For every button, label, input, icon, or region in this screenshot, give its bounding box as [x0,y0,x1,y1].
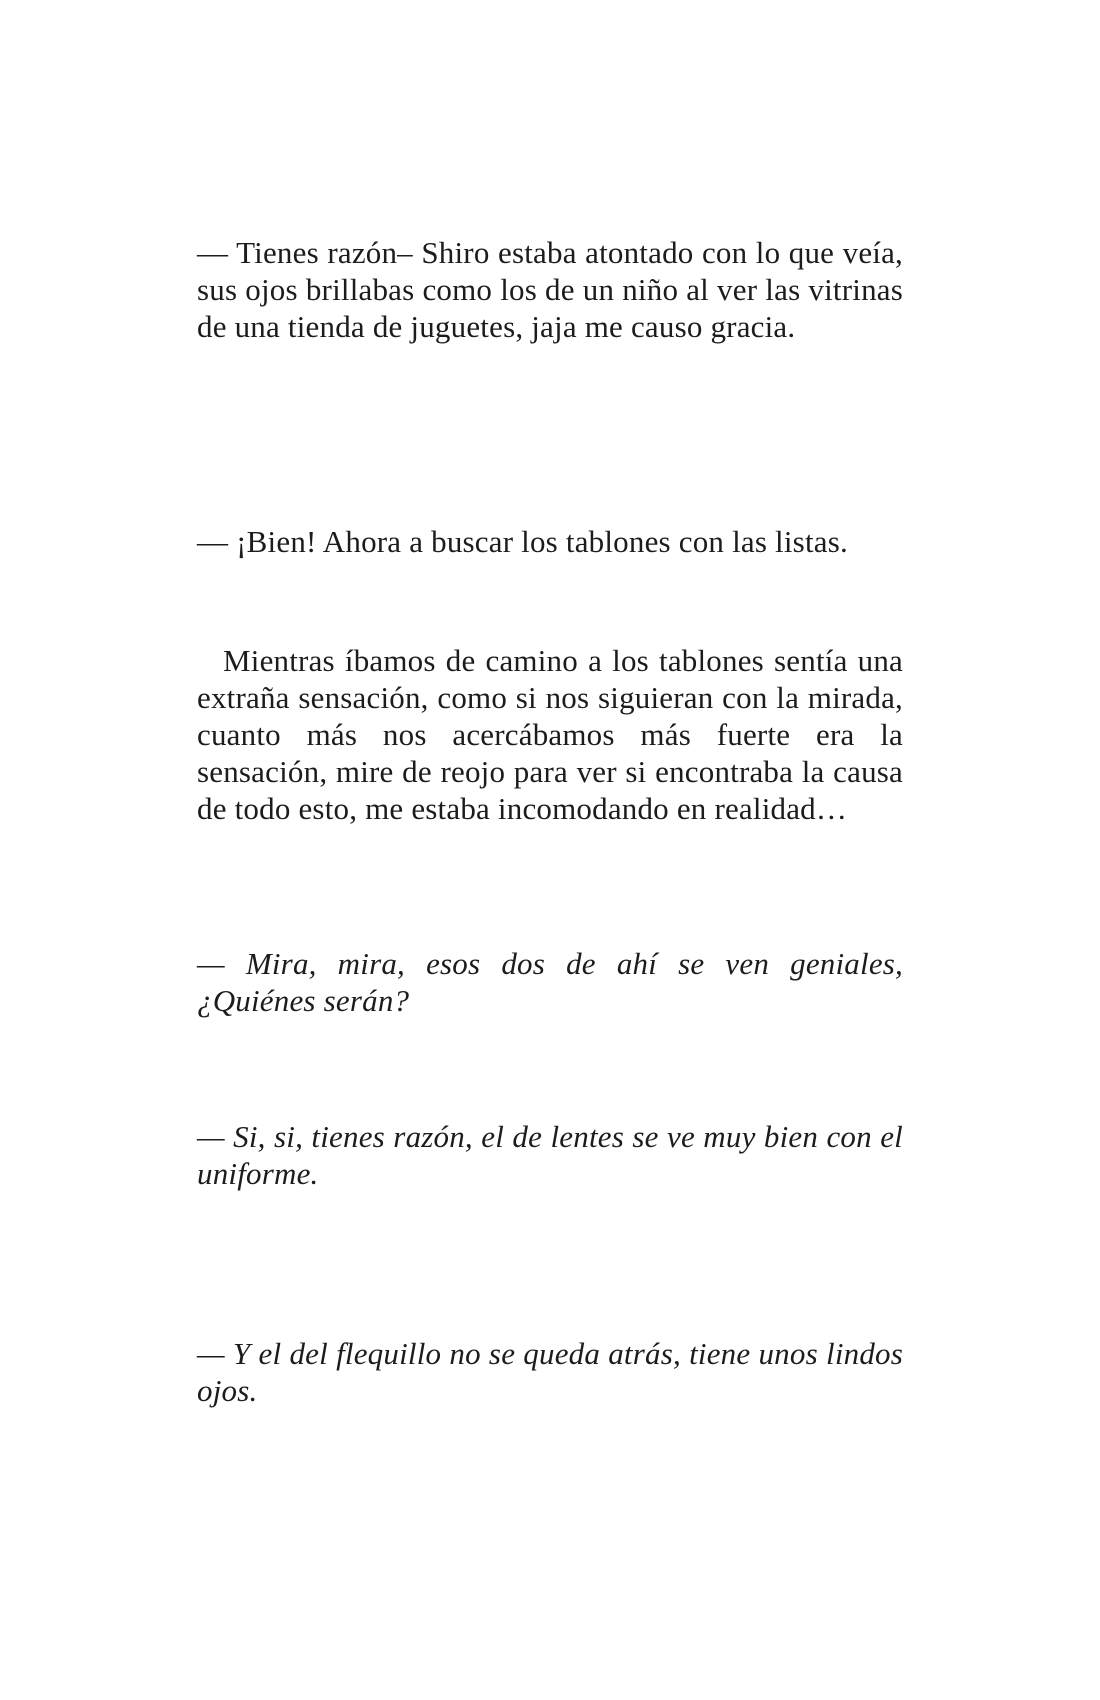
paragraph-dialogue-lentes: — Si, si, tienes razón, el de lentes se ve muy bien con el uniforme. [197,1119,903,1191]
paragraph-narration: Mientras íbamos de camino a los tablones sentía una extraña sensación, como si nos siguieran con la mirada, cuanto más nos acercábamos más fuerte era la sensación, mire de reojo para ver si encontraba la causa de todo esto, me estaba incomodando en realidad… [197,643,903,826]
paragraph-dialogue-bien: — ¡Bien! Ahora a buscar los tablones con las listas. [197,524,848,559]
paragraph-dialogue-mira: — Mira, mira, esos dos de ahí se ven geniales, ¿Quiénes serán? [197,946,903,1018]
paragraph-dialogue-flequillo: — Y el del flequillo no se queda atrás, tiene unos lindos ojos. [197,1336,903,1408]
paragraph-dialogue-shiro: — Tienes razón– Shiro estaba atontado con lo que veía, sus ojos brillabas como los de un niño al ver las vitrinas de una tienda de juguetes, jaja me causo gracia. [197,235,903,344]
